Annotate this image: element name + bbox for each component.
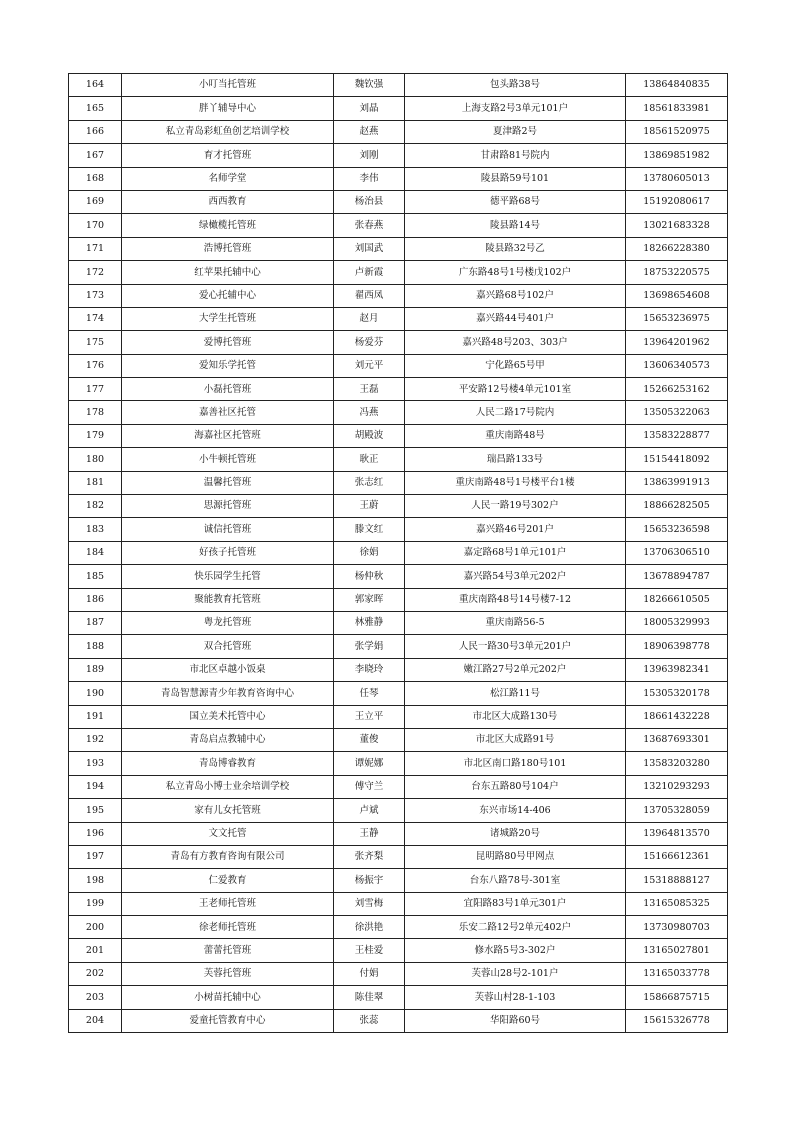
row-number-cell: 200 (69, 916, 122, 939)
contact-person-cell: 刘刚 (334, 144, 405, 167)
address-cell: 人民一路19号302户 (405, 495, 626, 518)
contact-person-cell: 杨爱芬 (334, 331, 405, 354)
phone-cell: 18866282505 (626, 495, 728, 518)
address-cell: 华阳路60号 (405, 1009, 626, 1032)
address-cell: 台东八路78号-301室 (405, 869, 626, 892)
address-cell: 嘉定路68号1单元101户 (405, 541, 626, 564)
table-row (69, 401, 728, 424)
row-number-cell: 166 (69, 120, 122, 143)
contact-person-cell: 董俊 (334, 728, 405, 751)
phone-cell: 15866875715 (626, 986, 728, 1009)
phone-cell: 15615326778 (626, 1009, 728, 1032)
phone-cell: 18661432228 (626, 705, 728, 728)
contact-person-cell: 杨仲秋 (334, 565, 405, 588)
table-row (69, 869, 728, 892)
address-cell: 嘉兴路54号3单元202户 (405, 565, 626, 588)
institution-name-cell: 小牛顿托管班 (122, 448, 334, 471)
contact-person-cell: 付娟 (334, 962, 405, 985)
row-number-cell: 189 (69, 658, 122, 681)
contact-person-cell: 魏钦强 (334, 74, 405, 97)
contact-person-cell: 王蔚 (334, 495, 405, 518)
address-cell: 广东路48号1号楼戊102户 (405, 261, 626, 284)
address-cell: 诸城路20号 (405, 822, 626, 845)
address-cell: 芙蓉山村28-1-103 (405, 986, 626, 1009)
contact-person-cell: 刘国武 (334, 237, 405, 260)
row-number-cell: 164 (69, 74, 122, 97)
institution-name-cell: 聚能教育托管班 (122, 588, 334, 611)
row-number-cell: 186 (69, 588, 122, 611)
contact-person-cell: 胡殿波 (334, 424, 405, 447)
contact-person-cell: 张志红 (334, 471, 405, 494)
phone-cell: 13698654608 (626, 284, 728, 307)
phone-cell: 13210293293 (626, 775, 728, 798)
table-row (69, 845, 728, 868)
contact-person-cell: 徐娟 (334, 541, 405, 564)
row-number-cell: 184 (69, 541, 122, 564)
address-cell: 市北区大成路130号 (405, 705, 626, 728)
contact-person-cell: 张齐梨 (334, 845, 405, 868)
institution-name-cell: 嘉善社区托管 (122, 401, 334, 424)
institution-name-cell: 家有儿女托管班 (122, 799, 334, 822)
contact-person-cell: 张春燕 (334, 214, 405, 237)
registry-table (68, 73, 728, 1033)
row-number-cell: 194 (69, 775, 122, 798)
contact-person-cell: 郭家晖 (334, 588, 405, 611)
address-cell: 人民一路30号3单元201户 (405, 635, 626, 658)
address-cell: 重庆南路48号1号楼平台1楼 (405, 471, 626, 494)
institution-name-cell: 思源托管班 (122, 495, 334, 518)
address-cell: 平安路12号楼4单元101室 (405, 378, 626, 401)
address-cell: 夏津路2号 (405, 120, 626, 143)
row-number-cell: 199 (69, 892, 122, 915)
table-row (69, 799, 728, 822)
row-number-cell: 169 (69, 190, 122, 213)
contact-person-cell: 赵月 (334, 307, 405, 330)
phone-cell: 13780605013 (626, 167, 728, 190)
row-number-cell: 174 (69, 307, 122, 330)
phone-cell: 18906398778 (626, 635, 728, 658)
phone-cell: 13165085325 (626, 892, 728, 915)
contact-person-cell: 刘雪梅 (334, 892, 405, 915)
row-number-cell: 185 (69, 565, 122, 588)
row-number-cell: 182 (69, 495, 122, 518)
phone-cell: 13021683328 (626, 214, 728, 237)
phone-cell: 13963982341 (626, 658, 728, 681)
table-row (69, 1009, 728, 1032)
table-row (69, 916, 728, 939)
phone-cell: 15305320178 (626, 682, 728, 705)
address-cell: 嘉兴路48号203、303户 (405, 331, 626, 354)
institution-name-cell: 国立美术托管中心 (122, 705, 334, 728)
table-row (69, 167, 728, 190)
table-row (69, 635, 728, 658)
institution-name-cell: 私立青岛彩虹鱼创艺培训学校 (122, 120, 334, 143)
institution-name-cell: 小叮当托管班 (122, 74, 334, 97)
table-row (69, 892, 728, 915)
table-row (69, 424, 728, 447)
table-row (69, 307, 728, 330)
row-number-cell: 178 (69, 401, 122, 424)
institution-name-cell: 私立青岛小博士业余培训学校 (122, 775, 334, 798)
address-cell: 宜阳路83号1单元301户 (405, 892, 626, 915)
row-number-cell: 170 (69, 214, 122, 237)
institution-name-cell: 快乐园学生托管 (122, 565, 334, 588)
table-row (69, 190, 728, 213)
table-row (69, 214, 728, 237)
institution-name-cell: 小树苗托辅中心 (122, 986, 334, 1009)
institution-name-cell: 海嘉社区托管班 (122, 424, 334, 447)
phone-cell: 18561520975 (626, 120, 728, 143)
row-number-cell: 201 (69, 939, 122, 962)
row-number-cell: 168 (69, 167, 122, 190)
row-number-cell: 190 (69, 682, 122, 705)
contact-person-cell: 张学娟 (334, 635, 405, 658)
row-number-cell: 176 (69, 354, 122, 377)
row-number-cell: 175 (69, 331, 122, 354)
phone-cell: 15154418092 (626, 448, 728, 471)
address-cell: 嫩江路27号2单元202户 (405, 658, 626, 681)
contact-person-cell: 刘晶 (334, 97, 405, 120)
table-row (69, 378, 728, 401)
table-row (69, 354, 728, 377)
contact-person-cell: 卢斌 (334, 799, 405, 822)
address-cell: 陵县路32号乙 (405, 237, 626, 260)
contact-person-cell: 滕文红 (334, 518, 405, 541)
table-row (69, 331, 728, 354)
phone-cell: 13606340573 (626, 354, 728, 377)
row-number-cell: 202 (69, 962, 122, 985)
phone-cell: 13730980703 (626, 916, 728, 939)
address-cell: 嘉兴路46号201户 (405, 518, 626, 541)
phone-cell: 13165027801 (626, 939, 728, 962)
row-number-cell: 195 (69, 799, 122, 822)
table-row (69, 284, 728, 307)
table-row (69, 962, 728, 985)
table-row (69, 97, 728, 120)
row-number-cell: 204 (69, 1009, 122, 1032)
phone-cell: 15266253162 (626, 378, 728, 401)
institution-name-cell: 爱童托管教育中心 (122, 1009, 334, 1032)
institution-name-cell: 浩博托管班 (122, 237, 334, 260)
row-number-cell: 188 (69, 635, 122, 658)
address-cell: 德平路68号 (405, 190, 626, 213)
phone-cell: 13964201962 (626, 331, 728, 354)
phone-cell: 13583203280 (626, 752, 728, 775)
institution-name-cell: 爱知乐学托管 (122, 354, 334, 377)
table-row (69, 986, 728, 1009)
address-cell: 甘肃路81号院内 (405, 144, 626, 167)
table-row (69, 518, 728, 541)
phone-cell: 13869851982 (626, 144, 728, 167)
address-cell: 松江路11号 (405, 682, 626, 705)
contact-person-cell: 杨治县 (334, 190, 405, 213)
row-number-cell: 172 (69, 261, 122, 284)
address-cell: 市北区南口路180号101 (405, 752, 626, 775)
institution-name-cell: 绿橄榄托管班 (122, 214, 334, 237)
institution-name-cell: 大学生托管班 (122, 307, 334, 330)
institution-name-cell: 胖丫辅导中心 (122, 97, 334, 120)
address-cell: 嘉兴路44号401户 (405, 307, 626, 330)
contact-person-cell: 陈佳翠 (334, 986, 405, 1009)
institution-name-cell: 青岛启点教辅中心 (122, 728, 334, 751)
contact-person-cell: 耿正 (334, 448, 405, 471)
table-row (69, 471, 728, 494)
phone-cell: 13583228877 (626, 424, 728, 447)
table-row (69, 565, 728, 588)
institution-name-cell: 小磊托管班 (122, 378, 334, 401)
row-number-cell: 203 (69, 986, 122, 1009)
institution-name-cell: 双合托管班 (122, 635, 334, 658)
table-row (69, 939, 728, 962)
institution-name-cell: 青岛有方教育咨询有限公司 (122, 845, 334, 868)
row-number-cell: 192 (69, 728, 122, 751)
table-row (69, 237, 728, 260)
table-row (69, 495, 728, 518)
row-number-cell: 179 (69, 424, 122, 447)
address-cell: 重庆南路56-5 (405, 611, 626, 634)
table-row (69, 658, 728, 681)
row-number-cell: 193 (69, 752, 122, 775)
address-cell: 嘉兴路68号102户 (405, 284, 626, 307)
contact-person-cell: 傅守兰 (334, 775, 405, 798)
phone-cell: 18266610505 (626, 588, 728, 611)
table-body (69, 74, 728, 1033)
row-number-cell: 191 (69, 705, 122, 728)
phone-cell: 15653236975 (626, 307, 728, 330)
phone-cell: 15318888127 (626, 869, 728, 892)
institution-name-cell: 温馨托管班 (122, 471, 334, 494)
contact-person-cell: 冯燕 (334, 401, 405, 424)
phone-cell: 15166612361 (626, 845, 728, 868)
contact-person-cell: 杨振宇 (334, 869, 405, 892)
phone-cell: 13505322063 (626, 401, 728, 424)
institution-name-cell: 仁爱教育 (122, 869, 334, 892)
address-cell: 瑞昌路133号 (405, 448, 626, 471)
address-cell: 芙蓉山28号2-101户 (405, 962, 626, 985)
table-row (69, 682, 728, 705)
institution-name-cell: 爱博托管班 (122, 331, 334, 354)
table-row (69, 261, 728, 284)
table-row (69, 728, 728, 751)
table-row (69, 120, 728, 143)
contact-person-cell: 卢新霞 (334, 261, 405, 284)
contact-person-cell: 李伟 (334, 167, 405, 190)
address-cell: 包头路38号 (405, 74, 626, 97)
table-row (69, 448, 728, 471)
institution-name-cell: 名师学堂 (122, 167, 334, 190)
row-number-cell: 197 (69, 845, 122, 868)
phone-cell: 13864840835 (626, 74, 728, 97)
contact-person-cell: 翟西凤 (334, 284, 405, 307)
phone-cell: 13687693301 (626, 728, 728, 751)
row-number-cell: 183 (69, 518, 122, 541)
contact-person-cell: 王磊 (334, 378, 405, 401)
phone-cell: 13964813570 (626, 822, 728, 845)
table-row (69, 822, 728, 845)
row-number-cell: 180 (69, 448, 122, 471)
institution-name-cell: 蕾蕾托管班 (122, 939, 334, 962)
institution-name-cell: 青岛智慧源青少年教育咨询中心 (122, 682, 334, 705)
address-cell: 市北区大成路91号 (405, 728, 626, 751)
row-number-cell: 187 (69, 611, 122, 634)
address-cell: 昆明路80号甲网点 (405, 845, 626, 868)
table-row (69, 705, 728, 728)
address-cell: 修水路5号3-302户 (405, 939, 626, 962)
row-number-cell: 165 (69, 97, 122, 120)
institution-name-cell: 文文托管 (122, 822, 334, 845)
address-cell: 陵县路59号101 (405, 167, 626, 190)
phone-cell: 18266228380 (626, 237, 728, 260)
phone-cell: 18005329993 (626, 611, 728, 634)
contact-person-cell: 赵燕 (334, 120, 405, 143)
address-cell: 重庆南路48号 (405, 424, 626, 447)
table-row (69, 74, 728, 97)
phone-cell: 13678894787 (626, 565, 728, 588)
row-number-cell: 198 (69, 869, 122, 892)
registry-table-sheet (68, 73, 727, 1033)
address-cell: 乐安二路12号2单元402户 (405, 916, 626, 939)
phone-cell: 18561833981 (626, 97, 728, 120)
institution-name-cell: 青岛博睿教育 (122, 752, 334, 775)
phone-cell: 18753220575 (626, 261, 728, 284)
table-row (69, 775, 728, 798)
table-row (69, 611, 728, 634)
address-cell: 人民二路17号院内 (405, 401, 626, 424)
institution-name-cell: 诚信托管班 (122, 518, 334, 541)
address-cell: 上海支路2号3单元101户 (405, 97, 626, 120)
institution-name-cell: 西西教育 (122, 190, 334, 213)
address-cell: 台东五路80号104户 (405, 775, 626, 798)
phone-cell: 13863991913 (626, 471, 728, 494)
institution-name-cell: 王老师托管班 (122, 892, 334, 915)
institution-name-cell: 好孩子托管班 (122, 541, 334, 564)
institution-name-cell: 市北区卓越小饭桌 (122, 658, 334, 681)
address-cell: 宁化路65号甲 (405, 354, 626, 377)
contact-person-cell: 王静 (334, 822, 405, 845)
phone-cell: 13706306510 (626, 541, 728, 564)
row-number-cell: 173 (69, 284, 122, 307)
address-cell: 东兴市场14-406 (405, 799, 626, 822)
table-row (69, 588, 728, 611)
phone-cell: 13165033778 (626, 962, 728, 985)
row-number-cell: 181 (69, 471, 122, 494)
contact-person-cell: 李晓玲 (334, 658, 405, 681)
contact-person-cell: 林雅静 (334, 611, 405, 634)
phone-cell: 15192080617 (626, 190, 728, 213)
institution-name-cell: 徐老师托管班 (122, 916, 334, 939)
table-row (69, 752, 728, 775)
row-number-cell: 196 (69, 822, 122, 845)
institution-name-cell: 粤龙托管班 (122, 611, 334, 634)
table-row (69, 144, 728, 167)
address-cell: 重庆南路48号14号楼7-12 (405, 588, 626, 611)
contact-person-cell: 徐洪艳 (334, 916, 405, 939)
institution-name-cell: 育才托管班 (122, 144, 334, 167)
institution-name-cell: 红苹果托辅中心 (122, 261, 334, 284)
row-number-cell: 177 (69, 378, 122, 401)
row-number-cell: 167 (69, 144, 122, 167)
phone-cell: 13705328059 (626, 799, 728, 822)
address-cell: 陵县路14号 (405, 214, 626, 237)
contact-person-cell: 王立平 (334, 705, 405, 728)
table-row (69, 541, 728, 564)
phone-cell: 15653236598 (626, 518, 728, 541)
contact-person-cell: 任琴 (334, 682, 405, 705)
row-number-cell: 171 (69, 237, 122, 260)
contact-person-cell: 张蕊 (334, 1009, 405, 1032)
contact-person-cell: 谭妮娜 (334, 752, 405, 775)
contact-person-cell: 刘元平 (334, 354, 405, 377)
institution-name-cell: 芙蓉托管班 (122, 962, 334, 985)
institution-name-cell: 爱心托辅中心 (122, 284, 334, 307)
contact-person-cell: 王桂爱 (334, 939, 405, 962)
